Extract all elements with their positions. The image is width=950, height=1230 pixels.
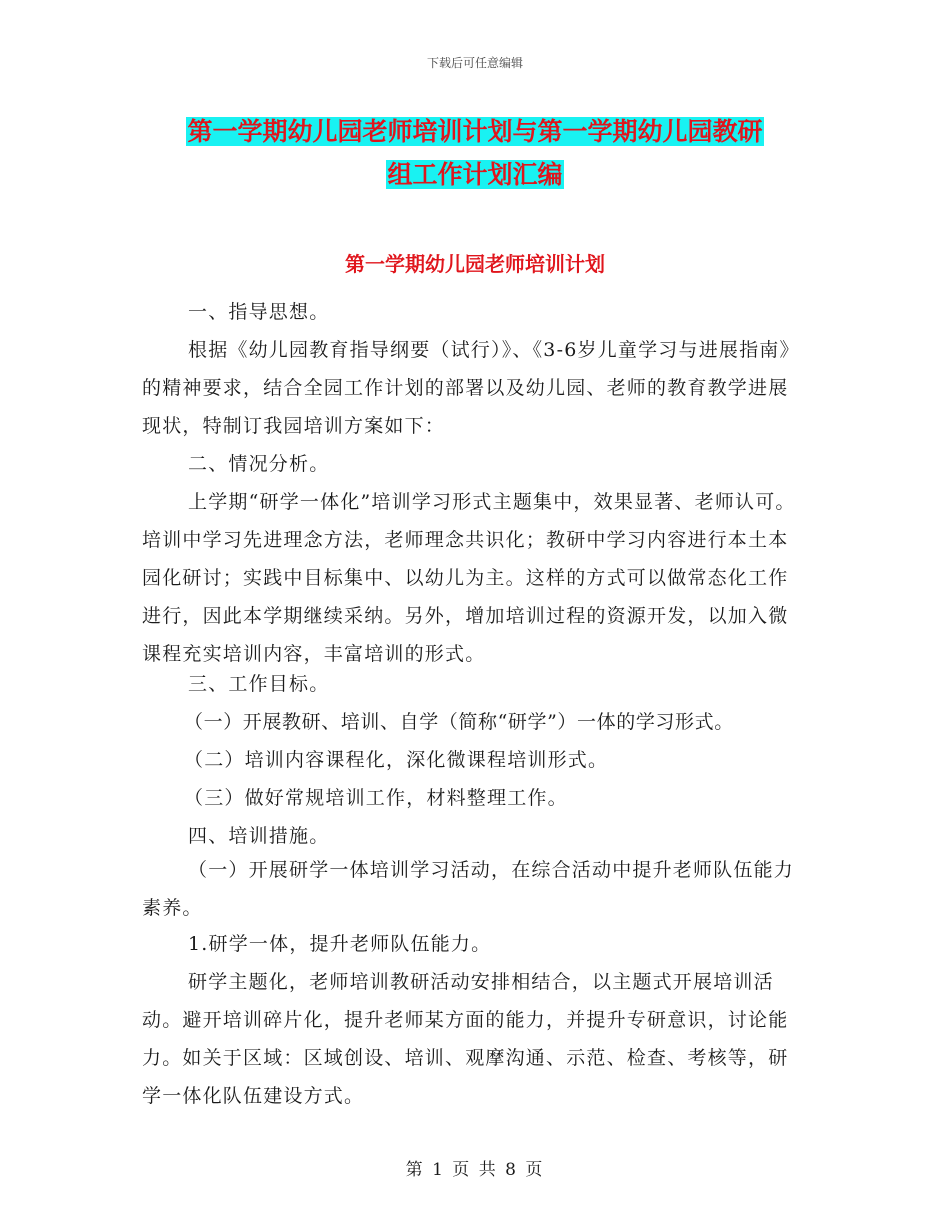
paragraph-research-study: 研学主题化，老师培训教研活动安排相结合，以主题式开展培训活动。避开培训碎片化，提升老师某方面的能力，并提升专研意识，讨论能力。如关于区域：区域创设、培训、观摩沟通、示范、检查、考核等，研学一体化队伍建设方式。 <box>142 971 789 1107</box>
goal-item-2: （二）培训内容课程化，深化微课程培训形式。 <box>184 749 609 771</box>
title-highlight-2: 组工作计划汇编 <box>387 160 563 189</box>
measure-item-1: （一）开展研学一体培训学习活动，在综合活动中提升老师队伍能力素养。 <box>142 859 795 919</box>
document-title-line-1 <box>0 112 950 148</box>
header-note: 下载后可任意编辑 <box>426 56 523 70</box>
document-title-line-2 <box>0 155 950 191</box>
heading-work-goals: 三、工作目标。 <box>188 673 330 695</box>
paragraph-analysis: 上学期“研学一体化”培训学习形式主题集中，效果显著、老师认可。培训中学习先进理念方法，老师理念共识化；教研中学习内容进行本土本园化研讨；实践中目标集中、以幼儿为主。这样的方式可以做常态化工作进行，因此本学期继续采纳。另外，增加培训过程的资源开发，以加入微课程充实培训内容，丰富培训的形式。 <box>142 491 796 665</box>
heading-training-measures: 四、培训措施。 <box>188 825 330 847</box>
section-title: 第一学期幼儿园老师培训计划 <box>345 252 605 276</box>
paragraph-basis: 根据《幼儿园教育指导纲要（试行）》、《3-6岁儿童学习与进展指南》的精神要求，结合全园工作计划的部署以及幼儿园、老师的教育教学进展现状，特制订我园培训方案如下： <box>142 339 800 437</box>
subheading-research-study: 1.研学一体，提升老师队伍能力。 <box>188 933 492 955</box>
title-highlight-1: 第一学期幼儿园老师培训计划与第一学期幼儿园教研 <box>187 117 763 146</box>
goal-item-1: （一）开展教研、培训、自学（简称“研学”）一体的学习形式。 <box>184 711 734 733</box>
page-number: 第 1 页 共 8 页 <box>405 1160 545 1180</box>
goal-item-3: （三）做好常规培训工作，材料整理工作。 <box>184 787 568 809</box>
heading-guiding-ideology: 一、指导思想。 <box>188 301 330 323</box>
heading-situation-analysis: 二、情况分析。 <box>188 453 330 475</box>
